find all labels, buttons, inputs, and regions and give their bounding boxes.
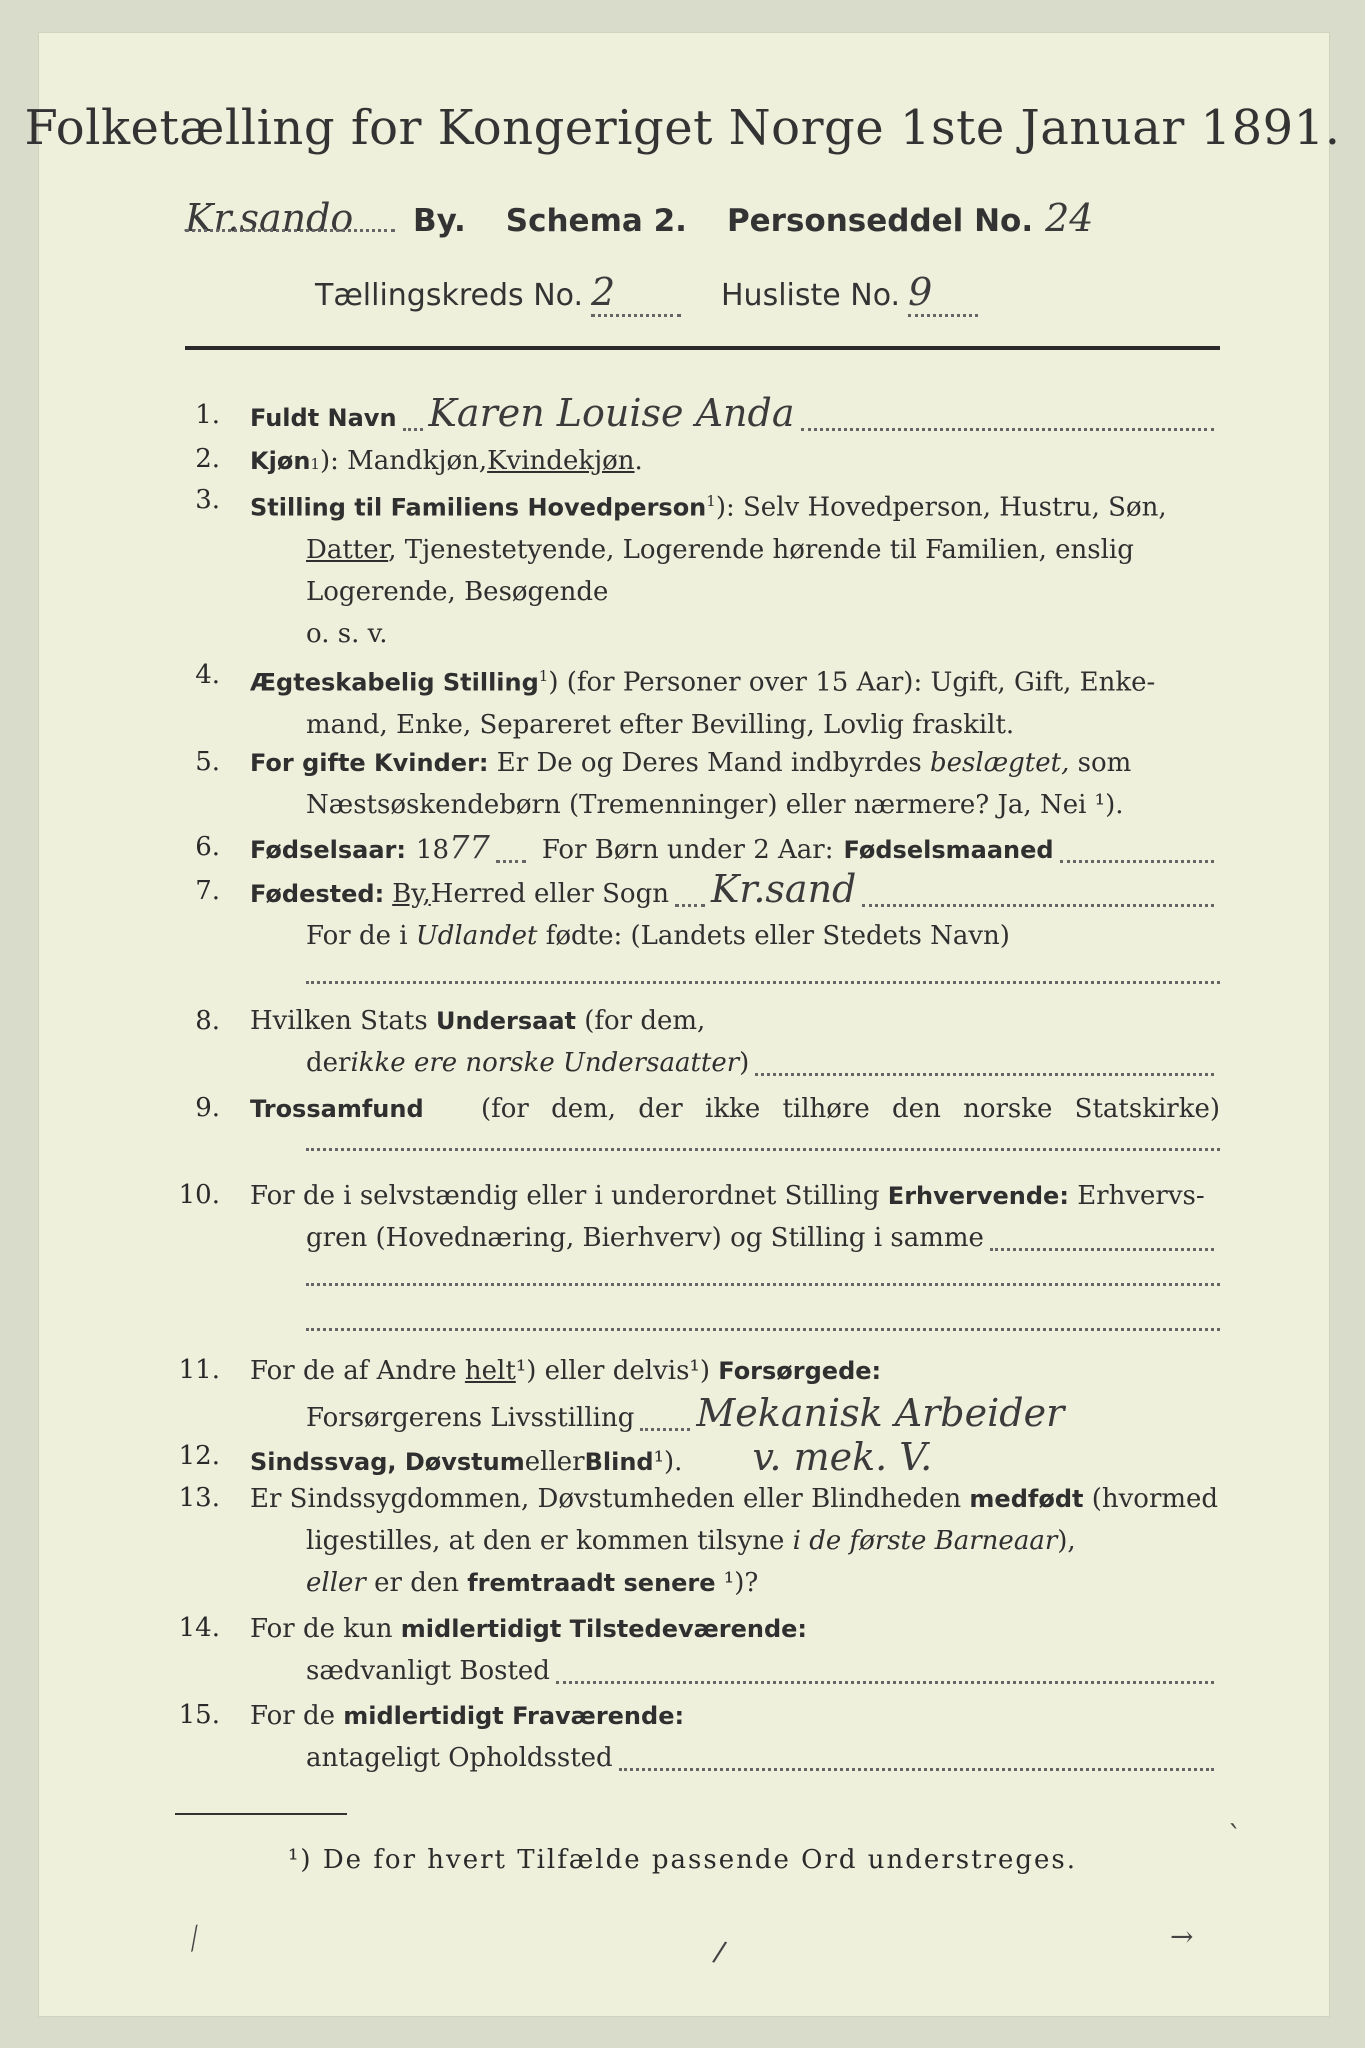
usual-residence-label: sædvanligt Bosted <box>306 1656 550 1686</box>
husliste-number: 9 <box>908 270 978 317</box>
punct: . <box>634 446 643 476</box>
congenital-line3a: er den <box>365 1568 468 1598</box>
item-15-temporary-absent <box>250 1695 1220 1779</box>
dotted-line <box>403 420 423 431</box>
gender-selected: Kvindekjøn <box>487 446 635 476</box>
dotted-line <box>862 896 1214 907</box>
dotted-line <box>185 221 395 232</box>
congenital-line2i: i de første Barneaar <box>792 1526 1058 1556</box>
disability-label: Sindssvag, Døvstum <box>250 1448 525 1476</box>
item-11-supported <box>250 1350 1220 1439</box>
item-number: 11. <box>178 1355 220 1385</box>
family-position-line2: , Tjenestetyende, Logerende hørende til Familien, enslig <box>388 534 1134 565</box>
tick-mark-icon: ˋ <box>1228 1820 1242 1853</box>
item-number: 3. <box>195 485 220 515</box>
dotted-line <box>619 1760 1214 1771</box>
item-10-occupation <box>250 1175 1220 1331</box>
birth-month-label: Fødselsmaaned <box>843 836 1054 864</box>
congenital-line1c: (hvormed <box>1083 1484 1219 1514</box>
personseddel-number: 24 <box>1045 196 1094 240</box>
personseddel-label: Personseddel No. <box>726 203 1034 239</box>
by-label: By. <box>413 203 466 239</box>
husliste-label: Husliste No. <box>721 278 901 313</box>
taellingskreds-label: Tællingskreds No. <box>315 278 583 313</box>
supported-label: Forsørgede: <box>718 1357 882 1385</box>
disability-text: eller <box>524 1447 585 1477</box>
dotted-line <box>306 979 1220 984</box>
occupation-line1a: For de i selvstændig eller i underordnet Stilling <box>250 1181 888 1211</box>
family-position-line3: Logerende, Besøgende <box>306 576 609 607</box>
married-women-label: For gifte Kvinder: <box>250 749 489 777</box>
supporter-occupation-label: Forsørgerens Livsstilling <box>306 1403 635 1433</box>
birth-year-label: Fødselsaar: <box>250 836 406 864</box>
married-women-line1b: som <box>1069 748 1132 778</box>
later-label: fremtraadt senere <box>467 1569 716 1597</box>
dotted-line <box>306 1146 1220 1151</box>
dotted-line <box>1060 852 1214 863</box>
item-9-religion <box>250 1088 1220 1151</box>
birth-year-prefix: 18 <box>416 835 450 865</box>
temp-absent-label: midlertidigt Fraværende: <box>343 1702 685 1730</box>
dotted-line <box>556 1673 1214 1684</box>
taellingskreds-number: 2 <box>591 270 681 317</box>
item-13-congenital <box>250 1478 1220 1604</box>
birthplace-selected: By, <box>392 879 431 909</box>
congenital-line1a: Er Sindssygdommen, Døvstumheden eller Blindheden <box>250 1484 970 1514</box>
arrow-mark-icon: → <box>1170 1920 1194 1953</box>
congenital-line2b: ), <box>1057 1526 1076 1556</box>
abroad-line-i: Udlandet <box>415 921 538 951</box>
dotted-line <box>801 420 1215 431</box>
family-position-line1: ): Selv Hovedperson, Hustru, Søn, <box>715 492 1167 523</box>
item-5-married-women <box>250 742 1220 826</box>
congenital-line3c: ¹)? <box>715 1568 759 1598</box>
item-number: 14. <box>178 1613 220 1643</box>
congenital-label: medfødt <box>969 1485 1084 1513</box>
header-kreds-row <box>315 270 978 317</box>
item-number: 4. <box>195 660 220 690</box>
citizenship-line2a: der <box>306 1048 351 1078</box>
temp-present-label: midlertidigt Tilstedeværende: <box>400 1615 808 1643</box>
item-number: 13. <box>178 1483 220 1513</box>
dotted-line <box>675 896 705 907</box>
footnote-rule <box>175 1813 347 1815</box>
item-number: 1. <box>195 400 220 430</box>
supported-line1a: For de af Andre <box>250 1356 465 1386</box>
item-number: 15. <box>178 1700 220 1730</box>
city-handwritten: Kr.sando <box>185 196 354 240</box>
supporter-occupation-answer: Mekanisk Arbeider <box>696 1391 1065 1435</box>
citizenship-line2i: ikke ere norske Undersaatter <box>350 1048 740 1078</box>
family-position-label: Stilling til Familiens Hovedperson <box>250 493 707 522</box>
dotted-line <box>306 1326 1220 1331</box>
full-name-answer: Karen Louise Anda <box>428 391 795 435</box>
gender-options: ): Mandkjøn, <box>319 446 488 476</box>
occupation-line1c: Erhvervs- <box>1068 1181 1205 1211</box>
form-title: Folketælling for Kongeriget Norge 1ste Januar 1891. <box>24 100 1341 156</box>
congenital-line3i: eller <box>306 1568 366 1598</box>
married-women-line1a: Er De og Deres Mand indbyrdes <box>488 748 931 778</box>
item-number: 12. <box>178 1441 220 1471</box>
item-number: 10. <box>178 1180 220 1210</box>
citizenship-label: Undersaat <box>435 1007 576 1035</box>
dotted-line <box>755 1065 1214 1076</box>
temp-absent-line1a: For de <box>250 1701 344 1731</box>
birth-year-answer: 77 <box>449 828 490 866</box>
religion-text: (for dem, der ikke tilhøre den norske Statskirke) <box>480 1094 1220 1124</box>
dotted-line <box>990 1240 1214 1251</box>
married-women-line1i: beslægtet, <box>930 748 1070 778</box>
married-women-line2: Næstsøskendebørn (Tremenninger) eller nærmere? Ja, Nei ¹). <box>306 790 1124 820</box>
occupation-label: Erhvervende: <box>887 1182 1069 1210</box>
congenital-line2a: ligestilles, at den er kommen tilsyne <box>306 1526 793 1556</box>
item-12-disability <box>250 1436 1220 1483</box>
citizenship-line2b: ) <box>739 1048 750 1078</box>
tick-mark-icon: / <box>710 1934 729 1969</box>
item-7-birthplace <box>250 868 1220 984</box>
marital-status-line2: mand, Enke, Separeret efter Bevilling, Lovlig fraskilt. <box>306 709 1015 740</box>
dotted-line <box>640 1420 690 1431</box>
header-rule <box>185 346 1220 350</box>
supported-line1b: ¹) eller delvis¹) <box>515 1356 719 1386</box>
disability-answer: v. mek. V. <box>752 1435 933 1479</box>
occupation-line2: gren (Hovednæring, Bierhverv) og Stilling i samme <box>306 1223 984 1253</box>
family-position-line4: o. s. v. <box>306 618 388 649</box>
abroad-line-b: fødte: (Landets eller Stedets Navn) <box>537 921 1010 951</box>
item-number: 5. <box>195 747 220 777</box>
item-14-temporary-present <box>250 1608 1220 1692</box>
family-position-selected: Datter <box>306 534 389 565</box>
item-number: 9. <box>195 1093 220 1123</box>
marital-status-line1: ) (for Personer over 15 Aar): Ugift, Gift, Enke- <box>548 667 1156 698</box>
dotted-line <box>306 1281 1220 1286</box>
footnote-ref: 1 <box>310 455 320 473</box>
gender-label: Kjøn <box>250 447 311 475</box>
header-city-row <box>185 196 1220 240</box>
citizenship-line1c: (for dem, <box>575 1006 706 1036</box>
dotted-line <box>496 852 526 863</box>
item-number: 2. <box>195 444 220 474</box>
footnote: ¹) De for hvert Tilfælde passende Ord understreges. <box>287 1845 1077 1875</box>
birth-month-text: For Børn under 2 Aar: <box>541 835 834 865</box>
abroad-line-a: For de i <box>306 921 416 951</box>
item-3-family-position: Stilling til Familiens Hovedperson$^1$): Selv Hovedperson, Hustru, Søn, Datter, Tjenestetyende, Logerende hørende til Familien, enslig Logerende, Besøgende o. s. v. <box>250 480 1220 655</box>
punct: ¹). <box>653 1447 683 1477</box>
tick-mark-icon: ⟋ <box>177 1919 212 1958</box>
marital-status-label: Ægteskabelig Stilling <box>250 668 539 697</box>
temp-present-line1a: For de kun <box>250 1614 401 1644</box>
birthplace-label: Fødested: <box>250 880 385 908</box>
item-6-birth-year <box>250 826 1220 871</box>
item-1-full-name <box>250 392 1220 439</box>
blind-label: Blind <box>584 1448 654 1476</box>
item-number: 7. <box>195 876 220 906</box>
probable-residence-label: antageligt Opholdssted <box>306 1743 613 1773</box>
birthplace-answer: Kr.sand <box>710 867 857 911</box>
item-4-marital-status: Ægteskabelig Stilling$^1$) (for Personer over 15 Aar): Ugift, Gift, Enke- mand, Enke, Separeret efter Bevilling, Lovlig fraskilt. <box>250 655 1220 746</box>
supported-selected: helt <box>464 1356 516 1386</box>
citizenship-line1a: Hvilken Stats <box>250 1006 436 1036</box>
schema-label: Schema 2. <box>505 203 687 239</box>
birthplace-options: Herred eller Sogn <box>430 879 669 909</box>
item-number: 8. <box>195 1006 220 1036</box>
religion-label: Trossamfund <box>250 1095 424 1123</box>
item-2-gender <box>250 440 643 485</box>
full-name-label: Fuldt Navn <box>250 404 397 432</box>
item-8-citizenship <box>250 1000 1220 1084</box>
item-number: 6. <box>195 832 220 862</box>
